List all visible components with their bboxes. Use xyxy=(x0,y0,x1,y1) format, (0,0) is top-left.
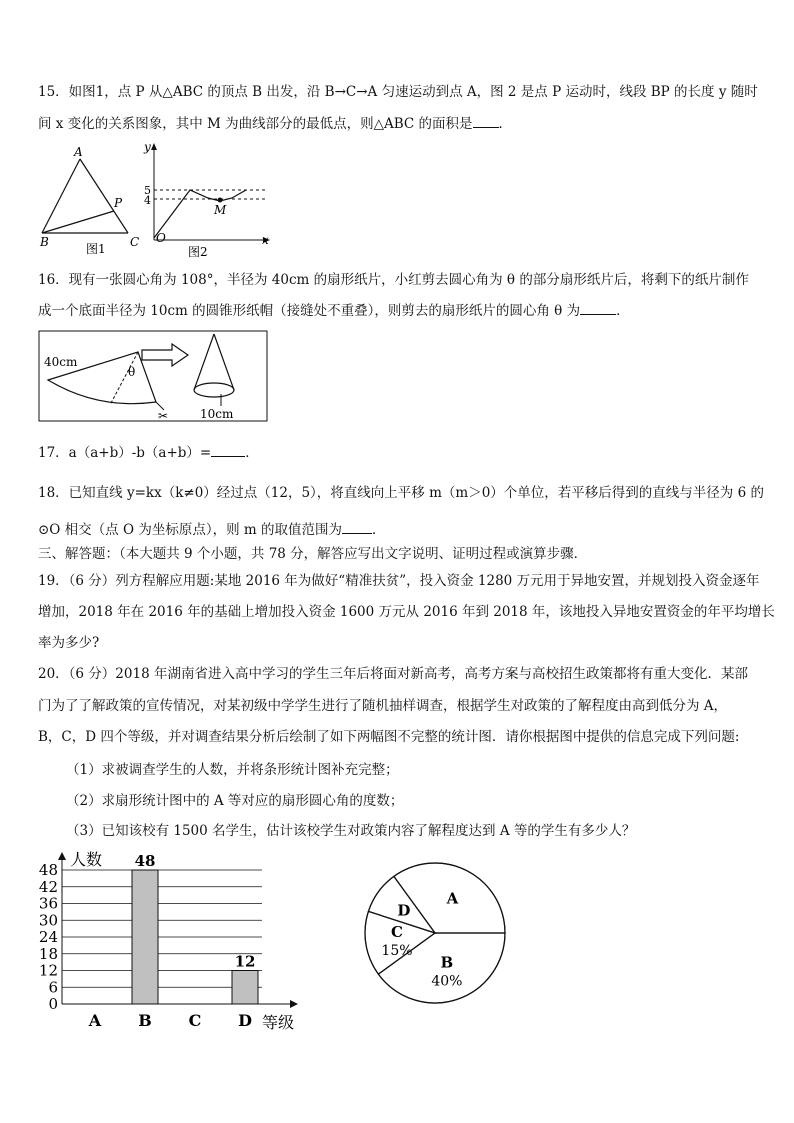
figure2-caption: 图2 xyxy=(188,245,208,259)
label-4: 4 xyxy=(144,194,151,207)
y-tick-label: 36 xyxy=(38,894,58,913)
x-axis-arrow xyxy=(290,1000,298,1008)
q15-line2-text: 间 x 变化的关系图象，其中 M 为曲线部分的最低点，则△ABC 的面积是 xyxy=(38,116,473,132)
q16-line2-text: 成一个底面半径为 10cm 的圆锥形纸帽（接缝处不重叠），则剪去的扇形纸片的圆心角 θ 为 xyxy=(38,303,581,319)
q20-line3: B，C，D 四个等级，并对调查结果分析后绘制了如下两幅图不完整的统计图．请你根据图中提供的信息完成下列问题: xyxy=(38,729,740,745)
label-o: O xyxy=(156,231,166,245)
bar xyxy=(232,971,258,1005)
y-axis-arrow xyxy=(151,143,157,150)
q20-line1: 20．（6 分）2018 年湖南省进入高中学习的学生三年后将面对新高考，高考方案与高校招生政策都将有重大变化．某部 xyxy=(38,666,748,682)
base-radius-label: 10cm xyxy=(200,407,234,421)
label-5: 5 xyxy=(144,184,151,197)
q15-line2 xyxy=(38,113,512,134)
y-tick-label: 42 xyxy=(38,877,58,896)
y-axis-label: 人数 xyxy=(70,850,103,869)
graph-line xyxy=(154,190,246,238)
pie-percent-label: 40% xyxy=(431,973,463,990)
q19-line1: 19．（6 分）列方程解应用题:某地 2016 年为做好“精准扶贫”，投入资金 1280 万元用于异地安置，并规划投入资金逐年 xyxy=(38,573,760,589)
x-tick-label: B xyxy=(138,1011,152,1030)
bar-value-label: 48 xyxy=(134,852,156,870)
label-m: M xyxy=(214,203,227,217)
y-axis-arrow xyxy=(58,852,66,860)
q18-line1: 18．已知直线 y=kx（k≠0）经过点（12，5），将直线向上平移 m（m＞0）个单位，若平移后得到的直线与半径为 6 的 xyxy=(38,485,764,501)
y-tick-label: 48 xyxy=(38,861,58,879)
label-y: y xyxy=(144,140,151,154)
answer-blank xyxy=(342,519,372,534)
answer-blank xyxy=(211,442,245,457)
segment-bp xyxy=(42,211,114,233)
pie-slice-label: B xyxy=(440,953,454,972)
section-heading: 三、解答题：（本大题共 9 个小题，共 78 分，解答应写出文字说明、证明过程或演算步骤． xyxy=(38,546,588,562)
x-tick-label: A xyxy=(88,1011,102,1030)
bar-chart xyxy=(30,848,320,1033)
q15-figure2 xyxy=(138,140,278,260)
pie-slice-label: A xyxy=(446,889,459,908)
x-tick-label: C xyxy=(188,1011,202,1030)
label-c: C xyxy=(130,235,140,249)
q17-end: ． xyxy=(245,445,259,461)
x-tick-label: D xyxy=(238,1011,252,1030)
theta-label: θ xyxy=(128,365,136,379)
q19-line2: 增加，2018 年在 2016 年的基础上增加投入资金 1600 万元从 2016 年到 2018 年，该地投入异地安置资金的年平均增长 xyxy=(38,604,775,620)
arrow-right-icon xyxy=(142,344,188,366)
q18-line2-text: ⊙O 相交（点 O 为坐标原点），则 m 的取值范围为 xyxy=(38,522,342,538)
q17-line xyxy=(38,442,259,463)
figure1-caption: 图1 xyxy=(86,242,106,255)
q16-line2 xyxy=(38,300,630,321)
q19-line3: 率为多少? xyxy=(38,635,100,651)
answer-blank xyxy=(580,300,616,315)
q20-line2: 门为了了解政策的宣传情况，对某初级中学学生进行了随机抽样调查，根据学生对政策的了解程度由高到低分为 A， xyxy=(38,698,728,714)
x-axis-label: 等级 xyxy=(262,1013,295,1032)
pie-chart xyxy=(355,855,520,1005)
radius-label: 40cm xyxy=(44,355,78,369)
point-m xyxy=(218,198,223,203)
answer-blank xyxy=(473,113,499,128)
q16-end: ． xyxy=(616,303,630,319)
triangle-side-ab xyxy=(42,159,80,233)
q15-end: ． xyxy=(498,116,513,132)
label-a: A xyxy=(74,145,83,159)
label-b: B xyxy=(40,235,49,249)
pie-slice-label: D xyxy=(397,901,411,920)
q16-figure xyxy=(38,330,268,422)
y-tick-label: 0 xyxy=(48,995,58,1013)
cone-base xyxy=(194,383,234,397)
pie-percent-label: 15% xyxy=(381,943,413,960)
label-p: P xyxy=(114,196,123,210)
q18-end: ． xyxy=(371,522,386,538)
pie-slice-label: C xyxy=(390,923,403,942)
q17-text: 17．a（a+b）-b（a+b）= xyxy=(38,445,212,461)
y-tick-label: 6 xyxy=(48,978,58,997)
q18-line2 xyxy=(38,519,385,540)
bar-value-label: 12 xyxy=(234,952,256,971)
q20-sub3: （3）已知该校有 1500 名学生，估计该校学生对政策内容了解程度达到 A 等的学生有多少人？ xyxy=(66,823,636,839)
q20-sub2: （2）求扇形统计图中的 A 等对应的扇形圆心角的度数； xyxy=(66,793,404,809)
q20-sub1: （1）求被调查学生的人数，并将条形统计图补充完整； xyxy=(66,762,399,778)
y-tick-label: 18 xyxy=(38,944,58,963)
bar xyxy=(132,870,158,1004)
y-tick-label: 30 xyxy=(38,911,58,930)
label-x: x xyxy=(262,233,269,247)
y-tick-label: 12 xyxy=(38,961,58,980)
q15-figure1 xyxy=(36,145,148,255)
scissors-icon: ✂ xyxy=(158,409,169,422)
q15-line1: 15．如图1，点 P 从△ABC 的顶点 B 出发，沿 B→C→A 匀速运动到点 A，图 2 是点 P 运动时，线段 BP 的长度 y 随时 xyxy=(38,84,758,100)
q16-line1: 16．现有一张圆心角为 108°，半径为 40cm 的扇形纸片，小红剪去圆心角为 θ 的部分扇形纸片后，将剩下的纸片制作 xyxy=(38,272,749,288)
y-tick-label: 24 xyxy=(38,928,58,946)
cone xyxy=(194,334,234,390)
